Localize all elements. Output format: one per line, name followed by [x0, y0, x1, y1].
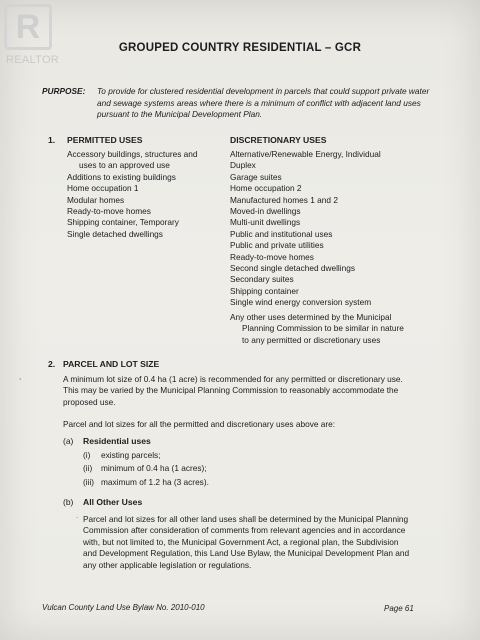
- residential-uses-title: Residential uses: [83, 436, 151, 446]
- list-item: Ready-to-move homes: [230, 251, 314, 262]
- list-item: Public and institutional uses: [230, 228, 333, 239]
- list-item: [83, 463, 209, 474]
- list-item-number: (ii): [83, 463, 93, 474]
- list-item: Shipping container, Temporary: [67, 217, 179, 228]
- page-title: GROUPED COUNTRY RESIDENTIAL – GCR: [118, 42, 362, 54]
- list-item: Planning Commission to be similar in nature: [242, 323, 404, 334]
- paragraph-line: any other applicable legislation or regulations.: [83, 559, 252, 570]
- list-item-text: maximum of 1.2 ha (3 acres).: [101, 476, 209, 487]
- min-lot-size-paragraph: [63, 374, 463, 408]
- margin-mark: .: [76, 511, 79, 520]
- list-item: Single detached dwellings: [67, 228, 163, 239]
- paragraph-line: with, but not limited to, the Municipal Government Act, a regional plan, the Subdivision: [83, 536, 399, 547]
- realtor-watermark: [4, 4, 60, 68]
- list-item: Secondary suites: [230, 274, 294, 285]
- footer-bylaw-reference: Vulcan County Land Use Bylaw No. 2010-010: [42, 603, 205, 612]
- parcel-sizes-intro: Parcel and lot sizes for all the permitted and discretionary uses above are:: [63, 419, 336, 429]
- list-item: uses to an approved use: [79, 160, 170, 171]
- list-item: [83, 450, 209, 461]
- list-item: Single wind energy conversion system: [230, 297, 372, 308]
- list-item: Home occupation 1: [67, 183, 139, 194]
- list-item: Manufactured homes 1 and 2: [230, 194, 338, 205]
- margin-mark: ,: [19, 372, 22, 381]
- list-item: to any permitted or discretionary uses: [242, 334, 381, 345]
- footer-page-number: Page 61: [384, 604, 414, 613]
- paragraph-line: Parcel and lot sizes for all other land uses shall be determined by the Municipal Planning: [83, 514, 409, 524]
- item-a-label: (a): [63, 436, 74, 446]
- paragraph-line: and Development Regulation, this Land Use Bylaw, the Municipal Development Plan and: [83, 548, 410, 559]
- list-item-number: (i): [83, 450, 91, 460]
- section-1-number: 1.: [48, 135, 56, 145]
- discretionary-uses-list: [230, 149, 404, 346]
- list-item: Accessory buildings, structures and: [67, 149, 198, 159]
- parcel-lot-size-heading: PARCEL AND LOT SIZE: [63, 359, 160, 369]
- purpose-label: PURPOSE:: [42, 86, 86, 96]
- residential-uses-list: [83, 450, 209, 488]
- list-item: Modular homes: [67, 194, 125, 205]
- list-item: Ready-to-move homes: [67, 206, 151, 217]
- item-b-label: (b): [63, 497, 74, 507]
- list-item: Any other uses determined by the Municipal: [230, 311, 392, 322]
- permitted-uses-list: [67, 149, 198, 240]
- permitted-uses-heading: PERMITTED USES: [67, 135, 143, 145]
- list-item: Additions to existing buildings: [67, 171, 176, 182]
- list-item-text: existing parcels;: [101, 450, 161, 460]
- list-item: Second single detached dwellings: [230, 263, 356, 274]
- list-item: Multi-unit dwellings: [230, 217, 301, 228]
- paragraph-line: This may be varied by the Municipal Planning Commission to reasonably accommodate the: [63, 385, 399, 396]
- list-item: Home occupation 2: [230, 183, 302, 194]
- realtor-logo-letter: R: [15, 8, 41, 46]
- purpose-text: To provide for clustered residential development in parcels that could support private water and sewage systems areas where there is a minimum of conflict with adjacent land uses pursuant to the Municipal Development Plan.: [97, 86, 430, 119]
- list-item: Alternative/Renewable Energy, Individual: [230, 149, 381, 159]
- list-item: Shipping container: [230, 285, 299, 296]
- section-2-number: 2.: [48, 359, 56, 369]
- list-item: Garage suites: [230, 171, 282, 182]
- paragraph-line: proposed use.: [63, 396, 116, 407]
- list-item: Duplex: [230, 160, 256, 171]
- list-item: Public and private utilities: [230, 240, 324, 251]
- realtor-wordmark: REALTOR: [6, 54, 60, 66]
- list-item: Moved-in dwellings: [230, 206, 301, 217]
- paragraph-line: Commission after consideration of comments from relevant agencies and in accordance: [83, 525, 406, 536]
- all-other-uses-paragraph: [83, 514, 468, 571]
- list-item-text: minimum of 0.4 ha (1 acres);: [101, 463, 207, 474]
- list-item: [83, 477, 209, 488]
- list-item-number: (iii): [83, 476, 95, 487]
- paragraph-line: A minimum lot size of 0.4 ha (1 acre) is recommended for any permitted or discretionary use.: [63, 374, 403, 384]
- discretionary-uses-heading: DISCRETIONARY USES: [230, 135, 327, 145]
- all-other-uses-title: All Other Uses: [83, 497, 143, 507]
